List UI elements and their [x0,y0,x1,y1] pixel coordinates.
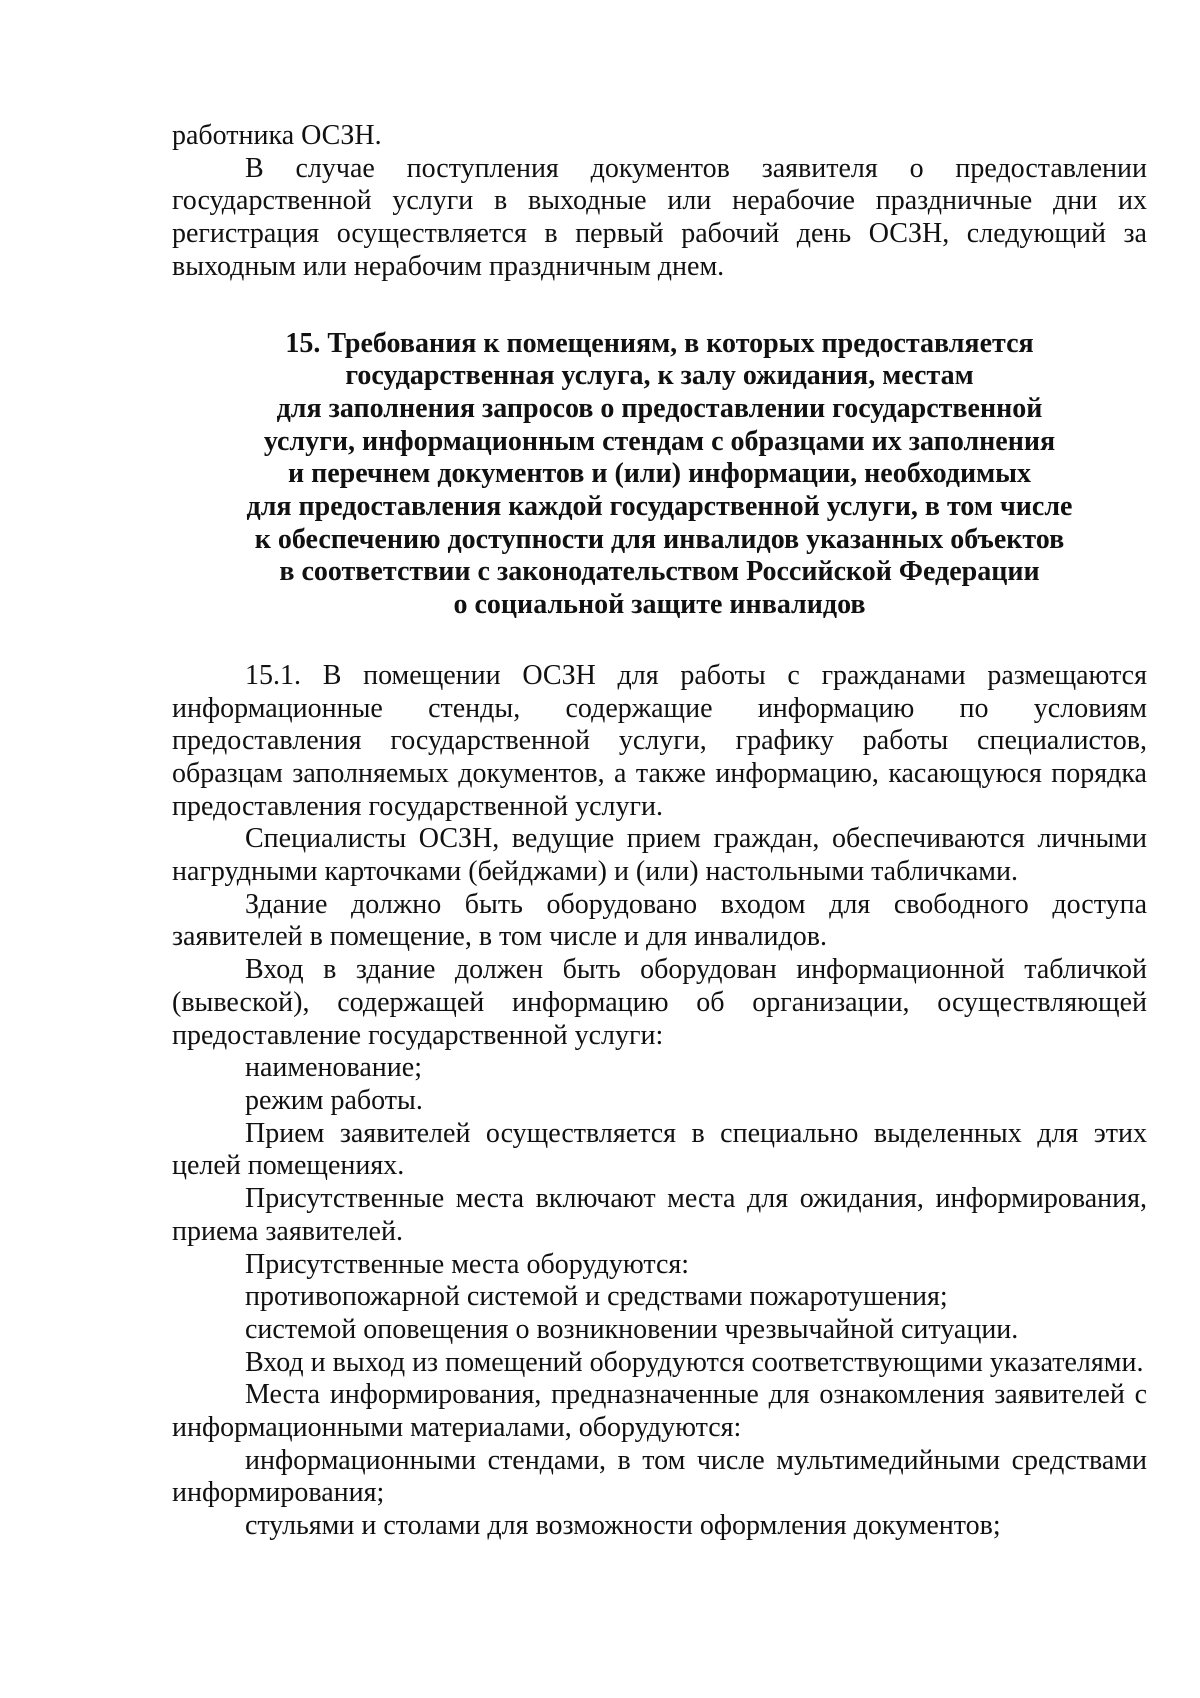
heading-line: услуги, информационным стендам с образцами их заполнения [263,425,1056,457]
list-item-info-stands: информационными стендами, в том числе мультимедийными средствами информирования; [172,1444,1147,1509]
heading-line: о социальной защите инвалидов [453,589,866,621]
paragraph-specialist-badges: Специалисты ОСЗН, ведущие прием граждан, обеспечиваются личными нагрудными карточками (бейджами) и (или) настольными табличками. [172,823,1147,888]
paragraph-information-places: Места информирования, предназначенные для ознакомления заявителей с информационными материалами, оборудуются: [172,1379,1147,1444]
section-15-heading [172,328,1147,622]
paragraph-public-places: Присутственные места включают места для ожидания, информирования, приема заявителей. [172,1183,1147,1247]
list-item-name: наименование; [245,1052,422,1084]
paragraph-public-places-equipment: Присутственные места оборудуются: [245,1248,690,1280]
list-item-chairs-tables: стульями и столами для возможности оформления документов; [245,1510,1001,1542]
heading-line: для заполнения запросов о предоставлении государственной [276,392,1043,424]
document-page [172,120,1147,1543]
paragraph-reception-premises: Прием заявителей осуществляется в специально выделенных для этих целей помещениях. [172,1117,1147,1182]
paragraph-15-1-info-stands: 15.1. В помещении ОСЗН для работы с гражданами размещаются информационные стенды, содержащие информацию по условиям предоставления государственной услуги, графику работы специалистов, образцам заполняемых документов, а также информацию, касающуюся порядка предоставления государственной услуги. [172,659,1147,822]
paragraph-exit-signs: Вход и выход из помещений оборудуются соответствующими указателями. [245,1346,1144,1378]
paragraph-continuation: работника ОСЗН. [172,120,382,151]
heading-line: и перечнем документов и (или) информации, необходимых [287,458,1032,490]
heading-line: 15. Требования к помещениям, в которых предоставляется [285,327,1034,359]
heading-line: государственная услуга, к залу ожидания, местам [345,360,974,392]
list-item-fire-system: противопожарной системой и средствами пожаротушения; [245,1281,948,1313]
heading-line: к обеспечению доступности для инвалидов указанных объектов [254,523,1065,555]
heading-line: для предоставления каждой государственной услуги, в том числе [246,491,1073,523]
heading-line: в соответствии с законодательством Российской Федерации [279,556,1040,588]
list-item-working-hours: режим работы. [245,1084,423,1116]
paragraph-entrance-sign: Вход в здание должен быть оборудован информационной табличкой (вывеской), содержащей информацию об организации, осуществляющей предоставление государственной услуги: [172,954,1147,1051]
paragraph-weekend-registration: В случае поступления документов заявителя о предоставлении государственной услуги в выходные или нерабочие праздничные дни их регистрация осуществляется в первый рабочий день ОСЗН, следующий за выходным или нерабочим праздничным днем. [172,152,1147,282]
paragraph-building-access: Здание должно быть оборудовано входом для свободного доступа заявителей в помещение, в том числе и для инвалидов. [172,888,1147,953]
list-item-emergency-alert: системой оповещения о возникновении чрезвычайной ситуации. [245,1313,1019,1345]
